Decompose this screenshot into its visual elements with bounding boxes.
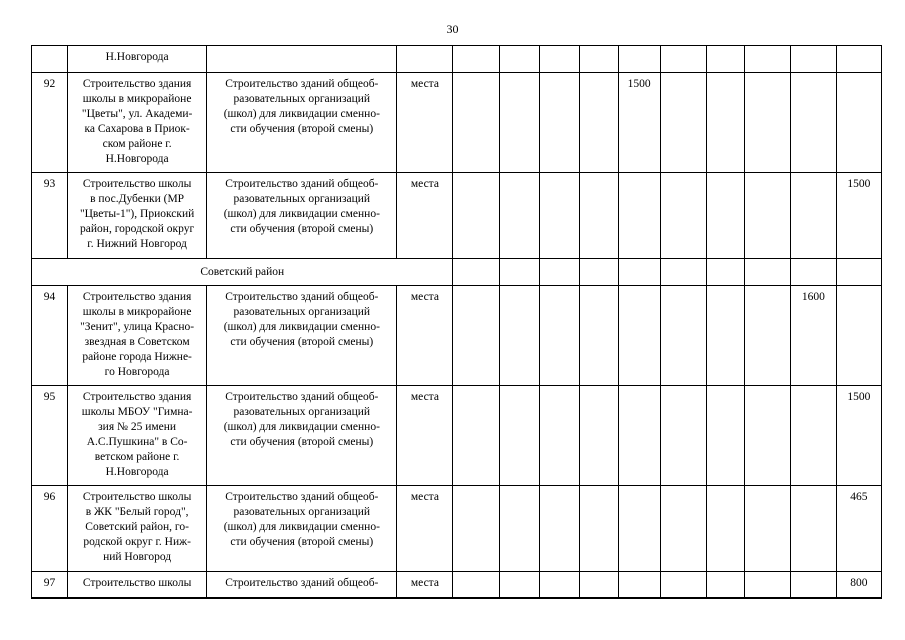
cell-line: "Зенит", улица Красно-: [80, 321, 195, 333]
value-cell: [660, 73, 706, 173]
value-cell: 465: [836, 486, 881, 572]
value-cell: [660, 259, 706, 286]
value-cell: [706, 46, 744, 73]
value-cell: [744, 259, 790, 286]
value-cell: 1600: [790, 286, 836, 386]
value-cell: [499, 259, 539, 286]
cell-line: Строительство школы: [82, 491, 192, 503]
value-cell: [618, 486, 660, 572]
unit-cell: [397, 46, 453, 73]
object-name-cell: Н.Новгорода: [68, 46, 207, 73]
cell-line: разовательных организаций: [233, 506, 371, 518]
cell-line: (школ) для ликвидации сменно-: [223, 521, 380, 533]
value-cell: [744, 572, 790, 598]
value-cell: [453, 259, 499, 286]
cell-line: разовательных организаций: [233, 93, 371, 105]
cell-line: "Цветы", ул. Академи-: [81, 108, 193, 120]
cell-line: Строительство школы: [82, 577, 192, 589]
table-row: [32, 73, 882, 173]
value-cell: [790, 486, 836, 572]
value-cell: [790, 46, 836, 73]
value-cell: [539, 173, 579, 259]
purpose-cell: [207, 73, 397, 173]
cell-line: Советский район, го-: [85, 521, 189, 533]
cell-line: в пос.Дубенки (МР: [90, 193, 185, 205]
value-cell: [539, 386, 579, 486]
purpose-cell: [207, 486, 397, 572]
cell-line: сти обучения (второй смены): [230, 536, 374, 548]
value-cell: [499, 173, 539, 259]
value-cell: [539, 486, 579, 572]
value-cell: [618, 286, 660, 386]
cell-line: ветском районе г.: [94, 451, 180, 463]
table-row: [32, 386, 882, 486]
value-cell: [618, 173, 660, 259]
table-body: [32, 46, 882, 598]
value-cell: [499, 73, 539, 173]
value-cell: [579, 286, 618, 386]
cell-line: Строительство здания: [82, 291, 192, 303]
object-name-cell: [68, 286, 207, 386]
cell-line: Строительство зданий общеоб-: [225, 577, 379, 589]
value-cell: [453, 486, 499, 572]
unit-cell: места: [397, 386, 453, 486]
value-cell: [539, 73, 579, 173]
unit-cell: места: [397, 73, 453, 173]
cell-line: родской округ г. Ниж-: [83, 536, 191, 548]
value-cell: [660, 46, 706, 73]
value-cell: [539, 46, 579, 73]
cell-line: "Цветы-1"), Приокский: [79, 208, 195, 220]
page-number: 30: [446, 22, 459, 36]
value-cell: 1500: [836, 173, 881, 259]
row-number-cell: 93: [32, 173, 68, 259]
value-cell: [499, 46, 539, 73]
value-cell: [706, 286, 744, 386]
cell-line: сти обучения (второй смены): [230, 123, 374, 135]
cell-line: Строительство здания: [82, 78, 192, 90]
value-cell: [579, 73, 618, 173]
value-cell: [836, 46, 881, 73]
value-cell: [744, 286, 790, 386]
value-cell: 1500: [618, 73, 660, 173]
table-row: [32, 46, 882, 73]
unit-cell: места: [397, 173, 453, 259]
value-cell: [706, 386, 744, 486]
cell-line: школы в микрорайоне: [82, 306, 192, 318]
value-cell: [706, 572, 744, 598]
value-cell: [790, 259, 836, 286]
value-cell: [579, 46, 618, 73]
cell-line: ка Сахарова в Приок-: [84, 123, 190, 135]
cell-line: го Новгорода: [104, 366, 170, 378]
cell-line: район, городской округ: [80, 223, 195, 235]
cell-line: сти обучения (второй смены): [230, 336, 374, 348]
cell-line: (школ) для ликвидации сменно-: [223, 321, 380, 333]
value-cell: [579, 572, 618, 598]
cell-line: разовательных организаций: [233, 306, 371, 318]
value-cell: [744, 386, 790, 486]
cell-line: (школ) для ликвидации сменно-: [223, 108, 380, 120]
value-cell: [453, 286, 499, 386]
value-cell: [706, 259, 744, 286]
cell-line: Строительство зданий общеоб-: [225, 178, 379, 190]
cell-line: А.С.Пушкина" в Со-: [86, 436, 188, 448]
purpose-cell: [207, 572, 397, 598]
value-cell: [790, 73, 836, 173]
value-cell: [790, 572, 836, 598]
cell-line: г. Нижний Новгород: [87, 238, 187, 250]
purpose-cell: [207, 386, 397, 486]
row-number-cell: [32, 46, 68, 73]
value-cell: [539, 572, 579, 598]
value-cell: [790, 173, 836, 259]
value-cell: [499, 386, 539, 486]
value-cell: [660, 572, 706, 598]
cell-line: школы МБОУ "Гимна-: [81, 406, 193, 418]
object-name-cell: [68, 572, 207, 598]
value-cell: [453, 386, 499, 486]
row-number-cell: 96: [32, 486, 68, 572]
object-name-cell: [68, 173, 207, 259]
value-cell: [744, 173, 790, 259]
table-row: [32, 486, 882, 572]
cell-line: ском районе г.: [102, 138, 172, 150]
cell-line: в ЖК "Белый город",: [85, 506, 189, 518]
cell-line: зия № 25 имени: [98, 421, 177, 433]
value-cell: [744, 73, 790, 173]
value-cell: [706, 73, 744, 173]
cell-line: Строительство зданий общеоб-: [225, 291, 379, 303]
cell-line: Строительство зданий общеоб-: [225, 78, 379, 90]
value-cell: [836, 286, 881, 386]
investment-table: [31, 45, 882, 599]
row-number-cell: 92: [32, 73, 68, 173]
value-cell: 800: [836, 572, 881, 598]
value-cell: [790, 386, 836, 486]
value-cell: [579, 259, 618, 286]
value-cell: [539, 259, 579, 286]
table-row: [32, 286, 882, 386]
value-cell: [706, 486, 744, 572]
value-cell: [539, 286, 579, 386]
cell-line: Н.Новгорода: [105, 466, 169, 478]
cell-line: Строительство здания: [82, 391, 192, 403]
value-cell: [706, 173, 744, 259]
table-row: [32, 173, 882, 259]
value-cell: [744, 46, 790, 73]
purpose-cell: [207, 286, 397, 386]
section-header: Советский район: [32, 259, 453, 286]
unit-cell: места: [397, 486, 453, 572]
purpose-cell: [207, 46, 397, 73]
value-cell: [836, 259, 881, 286]
value-cell: [499, 572, 539, 598]
table-row: [32, 259, 882, 286]
cell-line: районе города Нижне-: [82, 351, 192, 363]
cell-line: (школ) для ликвидации сменно-: [223, 421, 380, 433]
value-cell: [618, 46, 660, 73]
value-cell: [618, 572, 660, 598]
cell-line: ний Новгород: [103, 551, 172, 563]
purpose-cell: [207, 173, 397, 259]
value-cell: [453, 73, 499, 173]
cell-line: Н.Новгорода: [105, 153, 169, 165]
row-number-cell: 97: [32, 572, 68, 598]
value-cell: 1500: [836, 386, 881, 486]
value-cell: [499, 286, 539, 386]
table-row: [32, 572, 882, 598]
value-cell: [660, 286, 706, 386]
value-cell: [744, 486, 790, 572]
cell-line: (школ) для ликвидации сменно-: [223, 208, 380, 220]
cell-line: Строительство зданий общеоб-: [225, 491, 379, 503]
cell-line: звездная в Советском: [84, 336, 190, 348]
cell-line: разовательных организаций: [233, 406, 371, 418]
object-name-cell: [68, 486, 207, 572]
cell-line: сти обучения (второй смены): [230, 223, 374, 235]
value-cell: [836, 73, 881, 173]
value-cell: [660, 173, 706, 259]
value-cell: [618, 259, 660, 286]
value-cell: [499, 486, 539, 572]
value-cell: [579, 173, 618, 259]
value-cell: [660, 486, 706, 572]
value-cell: [453, 46, 499, 73]
value-cell: [618, 386, 660, 486]
unit-cell: места: [397, 572, 453, 598]
value-cell: [579, 486, 618, 572]
object-name-cell: [68, 73, 207, 173]
value-cell: [453, 572, 499, 598]
value-cell: [453, 173, 499, 259]
row-number-cell: 94: [32, 286, 68, 386]
cell-line: школы в микрорайоне: [82, 93, 192, 105]
cell-line: Строительство зданий общеоб-: [225, 391, 379, 403]
row-number-cell: 95: [32, 386, 68, 486]
value-cell: [660, 386, 706, 486]
object-name-cell: [68, 386, 207, 486]
cell-line: разовательных организаций: [233, 193, 371, 205]
cell-line: Строительство школы: [82, 178, 192, 190]
cell-line: сти обучения (второй смены): [230, 436, 374, 448]
value-cell: [579, 386, 618, 486]
unit-cell: места: [397, 286, 453, 386]
